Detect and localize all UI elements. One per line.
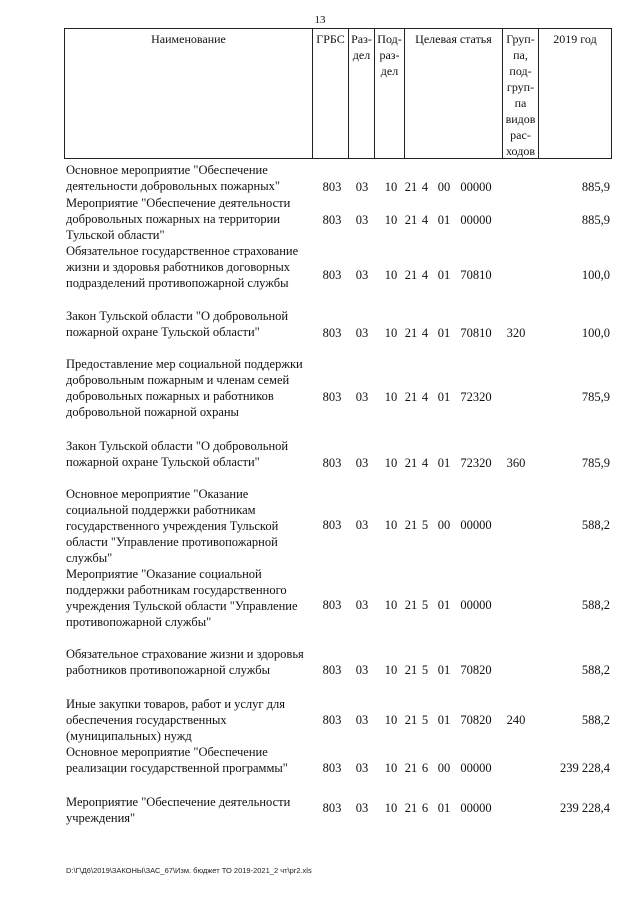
row-expense-type: 360	[506, 456, 526, 470]
row-name: Мероприятие "Оказание социальной поддержки работникам государственного учреждения Тульской области "Управление противопожарной службы"	[66, 567, 298, 629]
row-target-program: 21	[404, 268, 418, 282]
row-podrazdel: 10	[384, 598, 398, 612]
row-grbs: 803	[322, 761, 342, 775]
row-target-event: 01	[437, 663, 451, 677]
row-target-event: 00	[437, 761, 451, 775]
row-razdel: 03	[355, 761, 369, 775]
row-target-subprogram: 5	[421, 713, 429, 727]
row-grbs: 803	[322, 213, 342, 227]
row-amount: 885,9	[581, 213, 610, 227]
row-target-subprogram: 4	[421, 213, 429, 227]
row-target-direction: 70820	[460, 663, 492, 677]
row-target-direction: 00000	[460, 180, 492, 194]
row-target-event: 01	[437, 326, 451, 340]
row-target-subprogram: 4	[421, 326, 429, 340]
row-target-event: 01	[437, 456, 451, 470]
row-target-direction: 72320	[460, 456, 492, 470]
row-grbs: 803	[322, 456, 342, 470]
row-razdel: 03	[355, 180, 369, 194]
row-amount: 100,0	[581, 326, 610, 340]
row-target-program: 21	[404, 801, 418, 815]
row-expense-type: 320	[506, 326, 526, 340]
row-name: Основное мероприятие "Оказание социальной поддержки работникам государственного учреждения Тульской области "Управление противопожарной службы"	[66, 487, 279, 565]
row-target-program: 21	[404, 761, 418, 775]
row-amount: 785,9	[581, 390, 610, 404]
row-grbs: 803	[322, 390, 342, 404]
row-name: Основное мероприятие "Обеспечение реализации государственной программы"	[66, 745, 288, 775]
row-target-program: 21	[404, 713, 418, 727]
row-target-subprogram: 6	[421, 761, 429, 775]
row-name: Основное мероприятие "Обеспечение деятельности добровольных пожарных"	[66, 163, 280, 193]
row-target-program: 21	[404, 598, 418, 612]
row-grbs: 803	[322, 268, 342, 282]
row-expense-type: 240	[506, 713, 526, 727]
row-target-subprogram: 4	[421, 268, 429, 282]
row-razdel: 03	[355, 326, 369, 340]
row-amount: 885,9	[581, 180, 610, 194]
row-target-direction: 70810	[460, 326, 492, 340]
row-target-event: 00	[437, 180, 451, 194]
row-target-program: 21	[404, 180, 418, 194]
row-name: Мероприятие "Обеспечение деятельности добровольных пожарных на территории Тульской области"	[66, 196, 291, 242]
row-target-subprogram: 5	[421, 598, 429, 612]
row-target-program: 21	[404, 390, 418, 404]
row-amount: 239 228,4	[560, 801, 610, 815]
header-grbs: ГРБС	[313, 29, 349, 158]
row-target-event: 00	[437, 518, 451, 532]
row-name: Обязательное страхование жизни и здоровья работников противопожарной службы	[66, 647, 304, 677]
row-amount: 239 228,4	[560, 761, 610, 775]
row-name: Обязательное государственное страхование жизни и здоровья работников договорных подразделений противопожарной службы	[66, 244, 299, 290]
row-podrazdel: 10	[384, 326, 398, 340]
row-target-program: 21	[404, 518, 418, 532]
file-path-footer: D:\Г\Д6\2019\ЗАКОНЫ\ЗАС_67\Изм. бюджет ТО 2019-2021_2 чт\pr2.xls	[66, 866, 312, 875]
row-razdel: 03	[355, 213, 369, 227]
row-grbs: 803	[322, 801, 342, 815]
row-amount: 785,9	[581, 456, 610, 470]
row-target-direction: 70820	[460, 713, 492, 727]
row-name: Иные закупки товаров, работ и услуг для обеспечения государственных (муниципальных) нужд	[66, 697, 286, 743]
row-grbs: 803	[322, 713, 342, 727]
row-target-event: 01	[437, 390, 451, 404]
header-target-article: Целевая статья	[405, 29, 503, 158]
row-target-event: 01	[437, 801, 451, 815]
row-razdel: 03	[355, 268, 369, 282]
row-razdel: 03	[355, 801, 369, 815]
row-podrazdel: 10	[384, 761, 398, 775]
row-name: Мероприятие "Обеспечение деятельности учреждения"	[66, 795, 291, 825]
row-podrazdel: 10	[384, 456, 398, 470]
row-target-subprogram: 4	[421, 456, 429, 470]
row-podrazdel: 10	[384, 663, 398, 677]
row-target-direction: 70810	[460, 268, 492, 282]
row-target-direction: 00000	[460, 761, 492, 775]
header-name: Наименование	[65, 29, 313, 158]
header-podrazdel: Под- раз- дел	[375, 29, 405, 158]
row-grbs: 803	[322, 663, 342, 677]
row-target-direction: 00000	[460, 213, 492, 227]
row-target-subprogram: 5	[421, 518, 429, 532]
row-target-subprogram: 4	[421, 390, 429, 404]
row-target-direction: 00000	[460, 598, 492, 612]
row-name: Закон Тульской области "О добровольной пожарной охране Тульской области"	[66, 439, 289, 469]
row-amount: 100,0	[581, 268, 610, 282]
row-target-program: 21	[404, 326, 418, 340]
row-target-direction: 72320	[460, 390, 492, 404]
row-podrazdel: 10	[384, 518, 398, 532]
row-razdel: 03	[355, 390, 369, 404]
row-target-subprogram: 6	[421, 801, 429, 815]
row-podrazdel: 10	[384, 180, 398, 194]
header-razdel: Раз- дел	[349, 29, 375, 158]
row-target-direction: 00000	[460, 801, 492, 815]
row-name: Закон Тульской области "О добровольной пожарной охране Тульской области"	[66, 309, 289, 339]
row-amount: 588,2	[581, 663, 610, 677]
row-razdel: 03	[355, 518, 369, 532]
row-target-direction: 00000	[460, 518, 492, 532]
row-target-program: 21	[404, 663, 418, 677]
row-amount: 588,2	[581, 518, 610, 532]
page-number: 13	[314, 14, 326, 26]
row-grbs: 803	[322, 518, 342, 532]
row-target-program: 21	[404, 213, 418, 227]
row-razdel: 03	[355, 663, 369, 677]
header-year: 2019 год	[553, 32, 597, 46]
row-amount: 588,2	[581, 598, 610, 612]
row-target-event: 01	[437, 268, 451, 282]
row-target-program: 21	[404, 456, 418, 470]
row-razdel: 03	[355, 713, 369, 727]
row-name: Предоставление мер социальной поддержки добровольным пожарным и членам семей добровольных пожарных и работников добровольной пожарной охраны	[66, 357, 303, 419]
row-podrazdel: 10	[384, 801, 398, 815]
row-grbs: 803	[322, 326, 342, 340]
row-target-event: 01	[437, 213, 451, 227]
row-razdel: 03	[355, 598, 369, 612]
row-grbs: 803	[322, 598, 342, 612]
row-podrazdel: 10	[384, 713, 398, 727]
row-razdel: 03	[355, 456, 369, 470]
row-target-subprogram: 5	[421, 663, 429, 677]
row-target-event: 01	[437, 598, 451, 612]
row-target-subprogram: 4	[421, 180, 429, 194]
row-target-event: 01	[437, 713, 451, 727]
row-grbs: 803	[322, 180, 342, 194]
row-podrazdel: 10	[384, 390, 398, 404]
row-podrazdel: 10	[384, 213, 398, 227]
row-amount: 588,2	[581, 713, 610, 727]
header-group: Груп- па, под- груп- па видов рас- ходов	[503, 29, 539, 158]
row-podrazdel: 10	[384, 268, 398, 282]
